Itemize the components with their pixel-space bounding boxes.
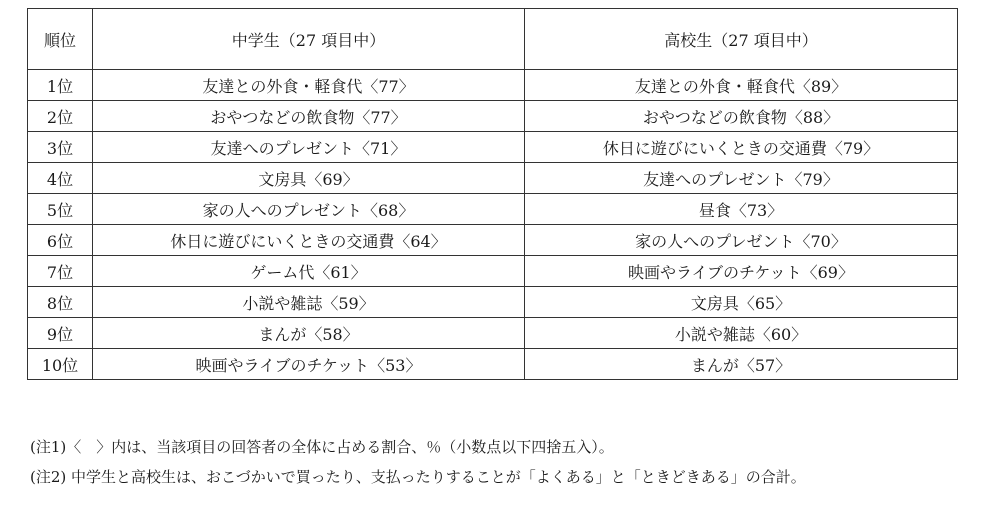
middle-school-cell: 家の人へのプレゼント〈68〉 <box>93 194 525 225</box>
table-row <box>28 349 958 380</box>
header-high-school: 高校生（27 項目中） <box>525 9 958 70</box>
table-row <box>28 318 958 349</box>
header-middle-school: 中学生（27 項目中） <box>93 9 525 70</box>
high-school-cell: 友達との外食・軽食代〈89〉 <box>525 70 958 101</box>
high-school-cell: 友達へのプレゼント〈79〉 <box>525 163 958 194</box>
header-rank: 順位 <box>28 9 93 70</box>
high-school-cell: 家の人へのプレゼント〈70〉 <box>525 225 958 256</box>
middle-school-cell: 映画やライブのチケット〈53〉 <box>93 349 525 380</box>
table-body <box>28 70 958 380</box>
high-school-cell: 小説や雑誌〈60〉 <box>525 318 958 349</box>
rank-cell: 6位 <box>28 225 93 256</box>
table-row <box>28 225 958 256</box>
high-school-cell: 休日に遊びにいくときの交通費〈79〉 <box>525 132 958 163</box>
rank-cell: 8位 <box>28 287 93 318</box>
table-row <box>28 101 958 132</box>
middle-school-cell: 文房具〈69〉 <box>93 163 525 194</box>
table-row <box>28 132 958 163</box>
middle-school-cell: まんが〈58〉 <box>93 318 525 349</box>
footnotes <box>30 432 970 492</box>
middle-school-cell: おやつなどの飲食物〈77〉 <box>93 101 525 132</box>
middle-school-cell: 友達との外食・軽食代〈77〉 <box>93 70 525 101</box>
high-school-cell: 昼食〈73〉 <box>525 194 958 225</box>
rank-cell: 3位 <box>28 132 93 163</box>
middle-school-cell: ゲーム代〈61〉 <box>93 256 525 287</box>
rank-cell: 9位 <box>28 318 93 349</box>
table-row <box>28 70 958 101</box>
middle-school-cell: 小説や雑誌〈59〉 <box>93 287 525 318</box>
footnote-1: (注1)〈 〉内は、当該項目の回答者の全体に占める割合、％（小数点以下四捨五入）。 <box>30 438 614 456</box>
footnote-2: (注2) 中学生と高校生は、おこづかいで買ったり、支払ったりすることが「よくある」と「ときどきある」の合計。 <box>30 468 806 486</box>
table-row <box>28 163 958 194</box>
spending-ranking-table <box>27 8 958 380</box>
rank-cell: 10位 <box>28 349 93 380</box>
header-row <box>28 9 958 70</box>
high-school-cell: 文房具〈65〉 <box>525 287 958 318</box>
rank-cell: 5位 <box>28 194 93 225</box>
high-school-cell: まんが〈57〉 <box>525 349 958 380</box>
table-row <box>28 256 958 287</box>
high-school-cell: おやつなどの飲食物〈88〉 <box>525 101 958 132</box>
middle-school-cell: 友達へのプレゼント〈71〉 <box>93 132 525 163</box>
rank-cell: 7位 <box>28 256 93 287</box>
rank-cell: 1位 <box>28 70 93 101</box>
middle-school-cell: 休日に遊びにいくときの交通費〈64〉 <box>93 225 525 256</box>
table-row <box>28 287 958 318</box>
rank-cell: 4位 <box>28 163 93 194</box>
high-school-cell: 映画やライブのチケット〈69〉 <box>525 256 958 287</box>
ranking-table-container <box>27 8 957 380</box>
rank-cell: 2位 <box>28 101 93 132</box>
table-header <box>28 9 958 70</box>
table-row <box>28 194 958 225</box>
